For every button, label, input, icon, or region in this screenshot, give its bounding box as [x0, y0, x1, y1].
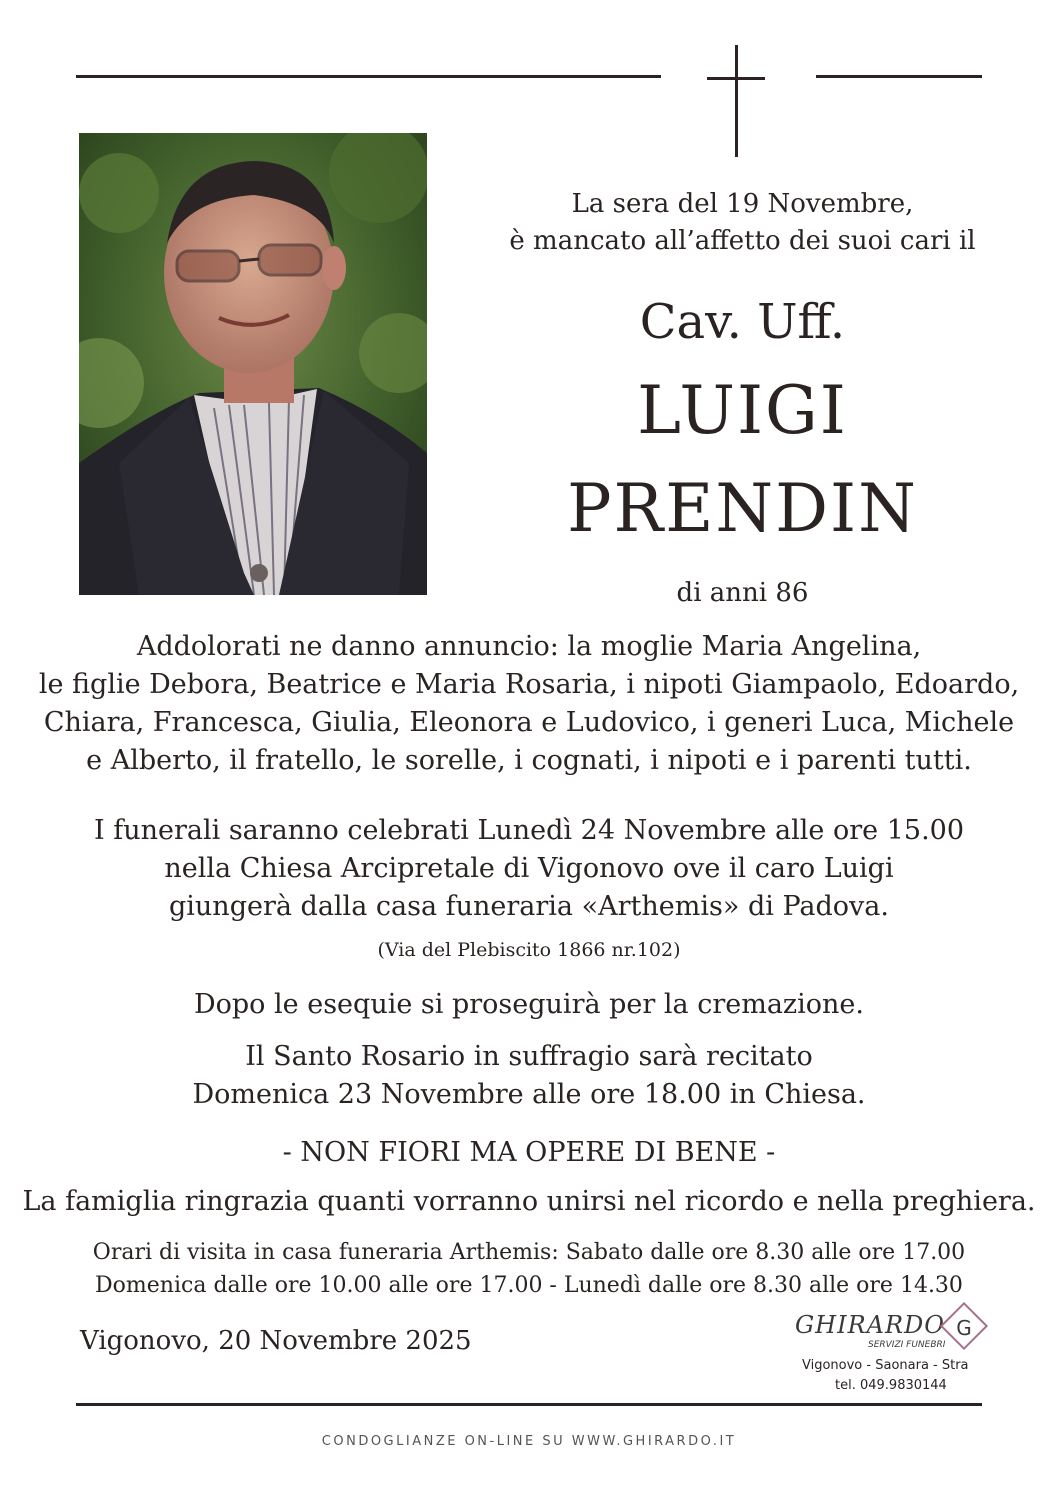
place-date: Vigonovo, 20 Novembre 2025 — [80, 1326, 472, 1356]
funeral-block — [0, 812, 1058, 926]
no-flowers-note: - NON FIORI MA OPERE DI BENE - — [282, 1137, 776, 1168]
logo-name: GHIRARDO — [795, 1311, 945, 1339]
visiting-hours-line: Domenica dalle ore 10.00 alle ore 17.00 - Lunedì dalle ore 8.30 alle ore 14.30 — [95, 1273, 963, 1298]
funeral-line: nella Chiesa Arcipretale di Vigonovo ove il caro Luigi — [164, 853, 894, 884]
rosary-line: Il Santo Rosario in suffragio sarà recitato — [245, 1041, 813, 1072]
announcement-block — [0, 628, 1058, 780]
cross-icon — [735, 45, 738, 157]
last-name: PRENDIN — [567, 470, 918, 547]
announcement-line: Addolorati ne danno annuncio: la moglie Maria Angelina, — [136, 631, 922, 662]
intro-block — [427, 186, 1058, 260]
announcement-line: e Alberto, il fratello, le sorelle, i cognati, i nipoti e i parenti tutti. — [86, 745, 972, 776]
top-rule-right — [816, 75, 982, 78]
rosary-line: Domenica 23 Novembre alle ore 18.00 in Chiesa. — [192, 1079, 866, 1110]
intro-line-1: La sera del 19 Novembre, — [571, 189, 914, 219]
announcement-line: Chiara, Francesca, Giulia, Eleonora e Ludovico, i generi Luca, Michele — [43, 707, 1015, 738]
logo-subtitle: SERVIZI FUNEBRI — [868, 1340, 946, 1350]
visiting-hours-line: Orari di visita in casa funeraria Arthemis: Sabato dalle ore 8.30 alle ore 17.00 — [92, 1240, 966, 1265]
thanks-note: La famiglia ringrazia quanti vorranno unirsi nel ricordo e nella preghiera. — [22, 1186, 1036, 1217]
deceased-portrait — [79, 133, 427, 595]
logo-letter: G — [956, 1316, 972, 1340]
footer-condolences: CONDOGLIANZE ON-LINE SU WWW.GHIRARDO.IT — [321, 1434, 737, 1449]
rosary-block — [0, 1038, 1058, 1114]
first-name: LUIGI — [637, 372, 848, 449]
funeral-line: giungerà dalla casa funeraria «Arthemis» di Padova. — [169, 891, 889, 922]
cross-icon-bar — [707, 77, 765, 80]
funeral-home-logo — [790, 1305, 990, 1397]
logo-phone: tel. 049.9830144 — [835, 1378, 947, 1393]
funeral-line: I funerali saranno celebrati Lunedì 24 Novembre alle ore 15.00 — [93, 815, 965, 846]
bottom-rule — [76, 1403, 982, 1406]
funeral-home-address: (Via del Plebiscito 1866 nr.102) — [377, 939, 681, 961]
top-rule-left — [76, 75, 661, 78]
announcement-line: le figlie Debora, Beatrice e Maria Rosaria, i nipoti Giampaolo, Edoardo, — [38, 669, 1020, 700]
logo-towns: Vigonovo - Saonara - Stra — [802, 1358, 969, 1373]
intro-line-2: è mancato all’affetto dei suoi cari il — [509, 226, 976, 256]
cremation-note: Dopo le esequie si proseguirà per la cremazione. — [194, 989, 864, 1020]
visiting-hours — [0, 1236, 1058, 1302]
age: di anni 86 — [676, 578, 809, 608]
honorific-title: Cav. Uff. — [639, 294, 846, 350]
